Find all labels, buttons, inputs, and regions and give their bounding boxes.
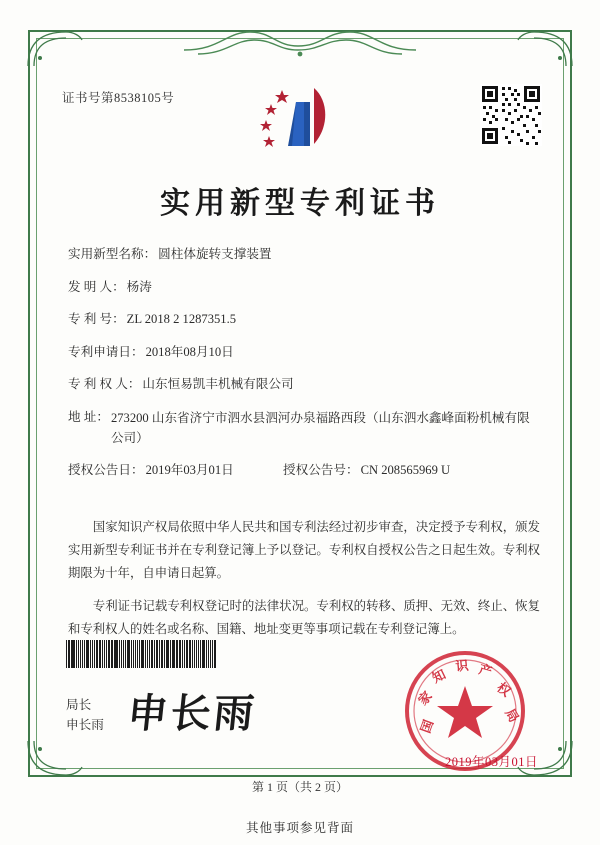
director-name: 申长雨: [66, 718, 104, 733]
barcode-bar: [206, 640, 207, 668]
barcode-bar: [76, 640, 77, 668]
barcode-bar: [115, 640, 118, 668]
barcode-bar: [156, 640, 159, 668]
barcode-bar: [176, 640, 177, 668]
barcode-bar: [186, 640, 189, 668]
field-row-utility-model-name: [68, 245, 540, 265]
barcode-bar: [192, 640, 193, 668]
barcode-bar: [147, 640, 148, 668]
field-label: 专利申请日：: [68, 344, 144, 359]
barcode-bar: [78, 640, 79, 668]
barcode-bar: [135, 640, 137, 668]
barcode-bar: [127, 640, 130, 668]
handwritten-signature: 申长雨: [125, 690, 260, 737]
barcode-bar: [202, 640, 205, 668]
barcode-bar: [86, 640, 89, 668]
paragraph-grant: 国家知识产权局依照中华人民共和国专利法经过初步审查，决定授予专利权，颁发实用新型专利证书并在专利登记簿上予以登记。专利权自授权公告之日起生效。专利权期限为十年，自申请日起算。: [68, 520, 540, 580]
svg-text:知: 知: [430, 667, 449, 687]
barcode-bar: [141, 640, 144, 668]
barcode-bar: [194, 640, 195, 668]
barcode-bar: [170, 640, 171, 668]
barcode-bar: [184, 640, 185, 668]
field-row-address: [68, 408, 540, 448]
barcode-bar: [68, 640, 70, 668]
barcode-bar: [159, 640, 160, 668]
director-title: 局长: [66, 698, 92, 712]
barcode-bar: [154, 640, 155, 668]
barcode-bar: [99, 640, 102, 668]
barcode-bar: [104, 640, 105, 668]
field-value: 杨涛: [126, 279, 152, 294]
barcode-bar: [200, 640, 201, 668]
barcode-bar: [166, 640, 167, 668]
field-row-patent-number: [68, 310, 540, 330]
corner-ornament-top-left: [26, 28, 84, 68]
barcode-bar: [137, 640, 138, 668]
barcode-bar: [161, 640, 163, 668]
barcode-bar: [177, 640, 178, 668]
barcode-bar: [172, 640, 175, 668]
barcode-bar: [111, 640, 113, 668]
barcode-bar: [212, 640, 213, 668]
field-value: 2019年03月01日: [145, 462, 234, 477]
field-row-grant-info: [68, 461, 540, 481]
barcode-bar: [164, 640, 165, 668]
barcode-bar: [106, 640, 107, 668]
barcode-bar: [133, 640, 134, 668]
signature-label: [66, 695, 104, 735]
field-label: 实用新型名称：: [68, 247, 157, 261]
barcode-bar: [139, 640, 140, 668]
page-number: 第 1 页（共 2 页）: [251, 780, 348, 794]
field-label: 专 利 权 人：: [68, 377, 141, 392]
barcode-bar: [90, 640, 92, 668]
field-label: 授权公告日：: [68, 462, 144, 477]
barcode-bar: [80, 640, 82, 668]
barcode-bar: [182, 640, 183, 668]
svg-text:产: 产: [476, 662, 494, 681]
top-flourish-ornament: [180, 24, 420, 58]
field-value: 圆柱体旋转支撑装置: [158, 247, 272, 261]
barcode-bar: [84, 640, 85, 668]
field-value: CN 208565969 U: [360, 462, 451, 477]
grant-date-group: [68, 461, 283, 481]
field-label: 授权公告号：: [283, 462, 359, 477]
qr-code-icon: [480, 84, 542, 146]
field-row-application-date: [68, 343, 540, 363]
barcode-bar: [72, 640, 75, 668]
barcode-bar: [94, 640, 95, 668]
corner-ornament-bottom-left: [26, 739, 84, 779]
field-value: 2018年08月10日: [145, 344, 234, 359]
barcode-bar: [123, 640, 125, 668]
barcode-bar: [151, 640, 153, 668]
field-value: 山东恒易凯丰机械有限公司: [142, 377, 294, 392]
field-label: 地 址：: [68, 409, 109, 424]
barcode-bar: [102, 640, 103, 668]
field-row-patentee: [68, 375, 540, 395]
legal-text: [68, 516, 540, 651]
barcode-bar: [214, 640, 216, 668]
barcode-bar: [108, 640, 110, 668]
barcode-bar: [114, 640, 115, 668]
svg-text:局: 局: [501, 706, 522, 726]
barcode: [66, 640, 216, 668]
svg-text:国: 国: [418, 718, 438, 736]
field-value: 273200 山东省济宁市泗水县泗河办泉福路西段（山东泗水鑫峰面粉机械有限公司）: [110, 410, 530, 445]
barcode-bar: [210, 640, 211, 668]
grant-publication-number-group: [283, 461, 450, 481]
field-label: 专 利 号：: [68, 312, 125, 327]
barcode-bar: [125, 640, 126, 668]
paragraph-registry: 专利证书记载专利权登记时的法律状况。专利权的转移、质押、无效、终止、恢复和专利权人的姓名或名称、国籍、地址变更等事项记载在专利登记簿上。: [68, 598, 540, 636]
seal-date: 2019年03月01日: [444, 755, 538, 769]
barcode-bar: [66, 640, 67, 668]
field-value: ZL 2018 2 1287351.5: [126, 312, 237, 327]
barcode-bar: [71, 640, 72, 668]
barcode-bar: [196, 640, 198, 668]
barcode-bar: [167, 640, 169, 668]
barcode-bar: [179, 640, 181, 668]
barcode-bar: [121, 640, 122, 668]
sipo-logo-icon: [252, 82, 348, 158]
field-label: 发 明 人：: [68, 279, 125, 294]
barcode-bar: [96, 640, 98, 668]
back-side-note: 其他事项参见背面: [245, 821, 354, 835]
barcode-bar: [145, 640, 147, 668]
barcode-bar: [119, 640, 120, 668]
barcode-bar: [131, 640, 132, 668]
certificate-number: 证书号第8538105号: [62, 91, 175, 105]
barcode-bar: [198, 640, 199, 668]
barcode-bar: [92, 640, 93, 668]
svg-text:识: 识: [454, 658, 470, 675]
field-row-inventor: [68, 278, 540, 298]
barcode-bar: [82, 640, 83, 668]
barcode-bar: [189, 640, 191, 668]
page-title: 实用新型专利证书: [160, 186, 440, 221]
field-list: [68, 245, 540, 493]
svg-text:家: 家: [415, 688, 436, 709]
barcode-bar: [208, 640, 210, 668]
corner-ornament-top-right: [516, 28, 574, 68]
svg-text:权: 权: [493, 680, 514, 701]
barcode-bar: [149, 640, 150, 668]
